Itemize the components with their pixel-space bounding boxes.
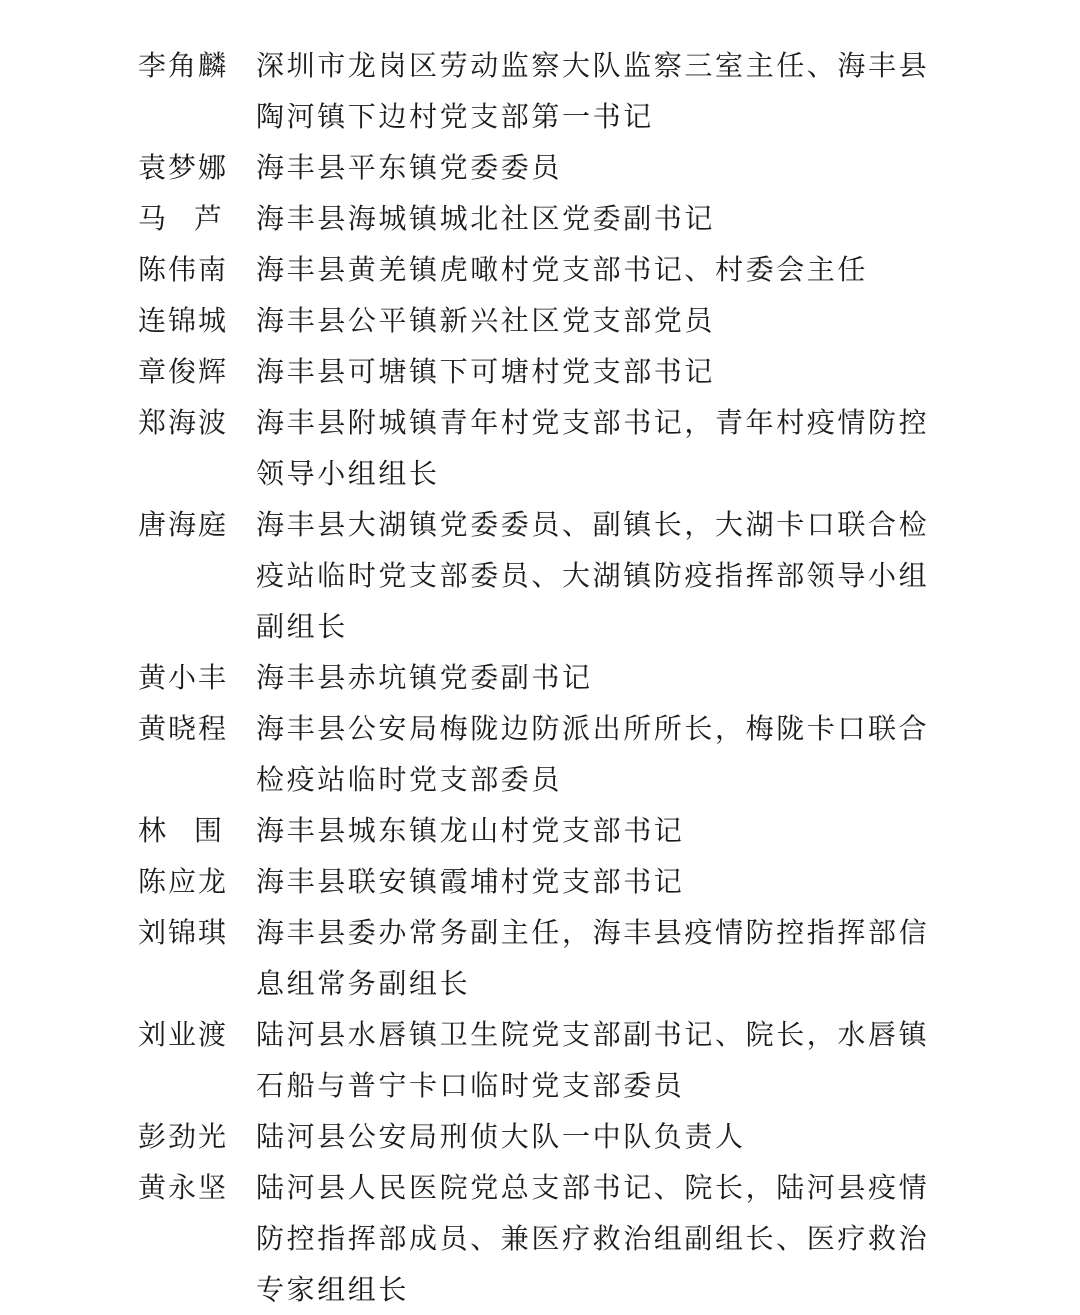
list-item [138, 397, 958, 499]
person-position: 海丰县赤坑镇党委副书记 [256, 661, 593, 694]
person-position: 海丰县城东镇龙山村党支部书记 [256, 814, 685, 847]
list-item [138, 1111, 958, 1162]
person-position: 深圳市龙岗区劳动监察大队监察三室主任、海丰县陶河镇下边村党支部第一书记 [256, 49, 930, 133]
person-name: 李角麟 [138, 49, 229, 82]
list-item [138, 856, 958, 907]
person-name: 陈伟南 [138, 253, 229, 286]
list-item [138, 346, 958, 397]
person-position: 海丰县大湖镇党委委员、副镇长，大湖卡口联合检疫站临时党支部委员、大湖镇防疫指挥部领导小组副组长 [256, 508, 930, 643]
person-name: 林 围 [138, 814, 223, 847]
person-position: 海丰县公平镇新兴社区党支部党员 [256, 304, 716, 337]
list-item [138, 193, 958, 244]
person-name: 马 芦 [138, 202, 223, 235]
person-name: 郑海波 [138, 406, 229, 439]
person-name: 黄小丰 [138, 661, 229, 694]
person-name: 唐海庭 [138, 508, 229, 541]
list-item [138, 805, 958, 856]
list-item [138, 295, 958, 346]
list-item [138, 40, 958, 142]
person-position: 陆河县人民医院党总支部书记、院长，陆河县疫情防控指挥部成员、兼医疗救治组副组长、医疗救治专家组组长 [256, 1171, 930, 1306]
person-position: 海丰县海城镇城北社区党委副书记 [256, 202, 716, 235]
person-name: 连锦城 [138, 304, 229, 337]
person-name: 黄晓程 [138, 712, 229, 745]
list-item [138, 1009, 958, 1111]
honoree-list [138, 40, 958, 1315]
person-name: 陈应龙 [138, 865, 229, 898]
list-item [138, 244, 958, 295]
person-position: 海丰县可塘镇下可塘村党支部书记 [256, 355, 716, 388]
person-position: 海丰县平东镇党委委员 [256, 151, 563, 184]
list-item [138, 907, 958, 1009]
person-position: 海丰县附城镇青年村党支部书记，青年村疫情防控领导小组组长 [256, 406, 930, 490]
person-name: 刘锦琪 [138, 916, 229, 949]
list-item [138, 652, 958, 703]
person-position: 海丰县联安镇霞埔村党支部书记 [256, 865, 685, 898]
person-position: 海丰县委办常务副主任，海丰县疫情防控指挥部信息组常务副组长 [256, 916, 930, 1000]
list-item [138, 499, 958, 652]
person-name: 袁梦娜 [138, 151, 229, 184]
person-name: 彭劲光 [138, 1120, 229, 1153]
person-name: 刘业渡 [138, 1018, 229, 1051]
person-position: 陆河县公安局刑侦大队一中队负责人 [256, 1120, 746, 1153]
person-position: 海丰县公安局梅陇边防派出所所长，梅陇卡口联合检疫站临时党支部委员 [256, 712, 930, 796]
list-item [138, 1162, 958, 1315]
person-position: 海丰县黄羌镇虎噉村党支部书记、村委会主任 [256, 253, 869, 286]
person-name: 章俊辉 [138, 355, 229, 388]
list-item [138, 703, 958, 805]
person-name: 黄永坚 [138, 1171, 229, 1204]
person-position: 陆河县水唇镇卫生院党支部副书记、院长，水唇镇石船与普宁卡口临时党支部委员 [256, 1018, 930, 1102]
list-item [138, 142, 958, 193]
